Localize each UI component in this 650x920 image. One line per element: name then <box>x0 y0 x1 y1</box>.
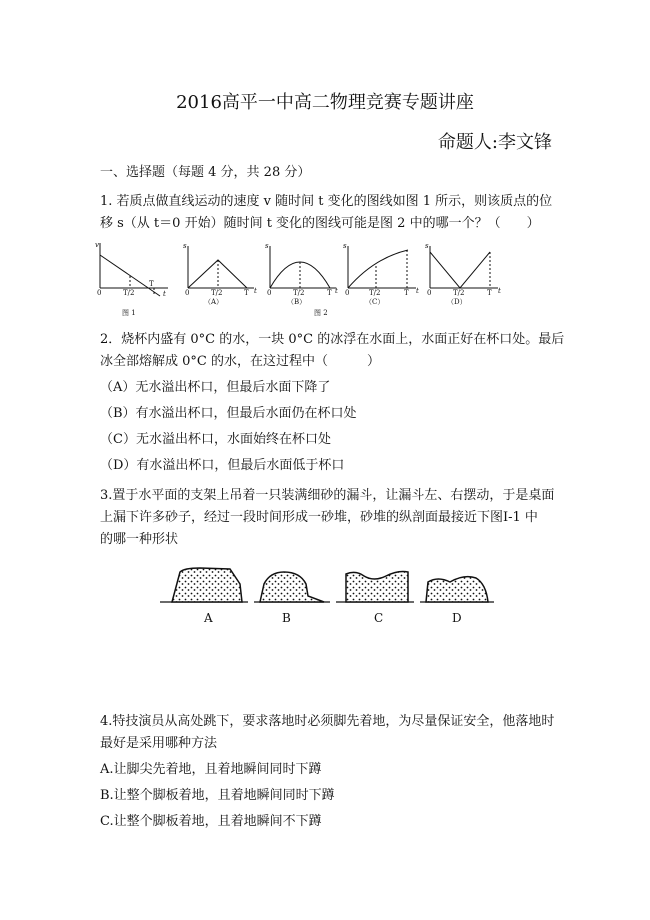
figB-tick-full: T <box>327 289 332 297</box>
page-title: 2016高平一中高二物理竞赛专题讲座 <box>176 92 474 113</box>
pile-d <box>426 577 488 602</box>
q2-option-d: （D）有水溢出杯口，但最后水面低于杯口 <box>100 458 345 473</box>
fig1-tick-full: T <box>149 280 154 288</box>
pile-label-b: B <box>282 611 291 625</box>
figA-tick-full: T <box>244 289 249 297</box>
q3-stem-line1: 3.置于水平面的支架上吊着一只装满细砂的漏斗，让漏斗左、右摆动，于是桌面 <box>100 488 555 503</box>
q1-stem-line2: 移 s（从 t＝0 开始）随时间 t 变化的图线可能是图 2 中的哪一个？（ ） <box>100 216 540 231</box>
figC-tick-half: T/2 <box>369 289 381 297</box>
figA-tick-half: T/2 <box>211 289 223 297</box>
figA-label: （A） <box>204 298 224 306</box>
figA-xlabel: t <box>254 287 257 295</box>
q2-stem-line1: 2．烧杯内盛有 0°C 的水，一块 0°C 的冰浮在水面上，水面正好在杯口处。最后 <box>100 332 565 347</box>
figB-origin: 0 <box>267 289 272 297</box>
figB-xlabel: t <box>335 287 338 295</box>
q3-stem-line2: 上漏下许多砂子，经过一段时间形成一砂堆，砂堆的纵剖面最接近下图Ⅰ-1 中 <box>100 510 538 525</box>
fig1-tick-half: T/2 <box>123 289 135 297</box>
pile-b <box>260 572 324 602</box>
figD-curve <box>430 252 490 288</box>
q4-option-c: C.让整个脚板着地，且着地瞬间不下蹲 <box>100 814 322 829</box>
author-line: 命题人:李文锋 <box>437 132 552 153</box>
figD-origin: 0 <box>427 289 432 297</box>
fig1-caption: 图 1 <box>122 309 136 317</box>
fig2-caption: 图 2 <box>314 309 328 317</box>
figC-ylabel: s <box>343 242 347 250</box>
q3-sand-figure <box>160 562 500 632</box>
q4-option-a: A.让脚尖先着地，且着地瞬间同时下蹲 <box>100 762 322 777</box>
q2-option-a: （A）无水溢出杯口，但最后水面下降了 <box>100 380 331 395</box>
q1-figures <box>94 238 514 320</box>
q2-stem-line2: 冰全部熔解成 0°C 的水，在这过程中（ ） <box>100 354 380 369</box>
figB-tick-half: T/2 <box>293 289 305 297</box>
figB-label: （B） <box>287 298 307 306</box>
pile-label-a: A <box>204 611 213 625</box>
figC-xlabel: t <box>416 287 419 295</box>
pile-a <box>172 568 242 602</box>
figA-origin: 0 <box>185 289 190 297</box>
figD-tick-full: T <box>487 289 492 297</box>
figC-curve <box>348 250 408 288</box>
figD-ylabel: s <box>425 242 429 250</box>
pile-label-c: C <box>374 611 384 625</box>
figD-label: （D） <box>447 298 467 306</box>
figD-xlabel: t <box>498 287 501 295</box>
figD-tick-half: T/2 <box>453 289 465 297</box>
q1-stem-line1: 1. 若质点做直线运动的速度 v 随时间 t 变化的图线如图 1 所示，则该质点的位 <box>100 194 553 209</box>
fig1-xlabel: t <box>163 290 166 298</box>
pile-label-d: D <box>452 611 462 625</box>
q4-stem-line1: 4.特技演员从高处跳下，要求落地时必须脚先着地，为尽量保证安全，他落地时 <box>100 714 555 729</box>
pile-c <box>346 572 408 603</box>
q4-option-b: B.让整个脚板着地，且着地瞬间同时下蹲 <box>100 788 335 803</box>
figC-tick-full: T <box>404 289 409 297</box>
fig1-origin: 0 <box>97 289 102 297</box>
q2-option-c: （C）无水溢出杯口，水面始终在杯口处 <box>100 432 331 447</box>
figC-origin: 0 <box>345 289 350 297</box>
q3-stem-line3: 的哪一种形状 <box>100 532 179 547</box>
section-heading: 一、选择题（每题 4 分，共 28 分） <box>100 165 311 180</box>
figA-ylabel: s <box>183 242 187 250</box>
fig1-ylabel: v <box>95 241 99 249</box>
q2-option-b: （B）有水溢出杯口，但最后水面仍在杯口处 <box>100 406 357 421</box>
figB-ylabel: s <box>265 242 269 250</box>
q4-stem-line2: 最好是采用哪种方法 <box>100 736 218 751</box>
figC-label: （C） <box>365 298 385 306</box>
